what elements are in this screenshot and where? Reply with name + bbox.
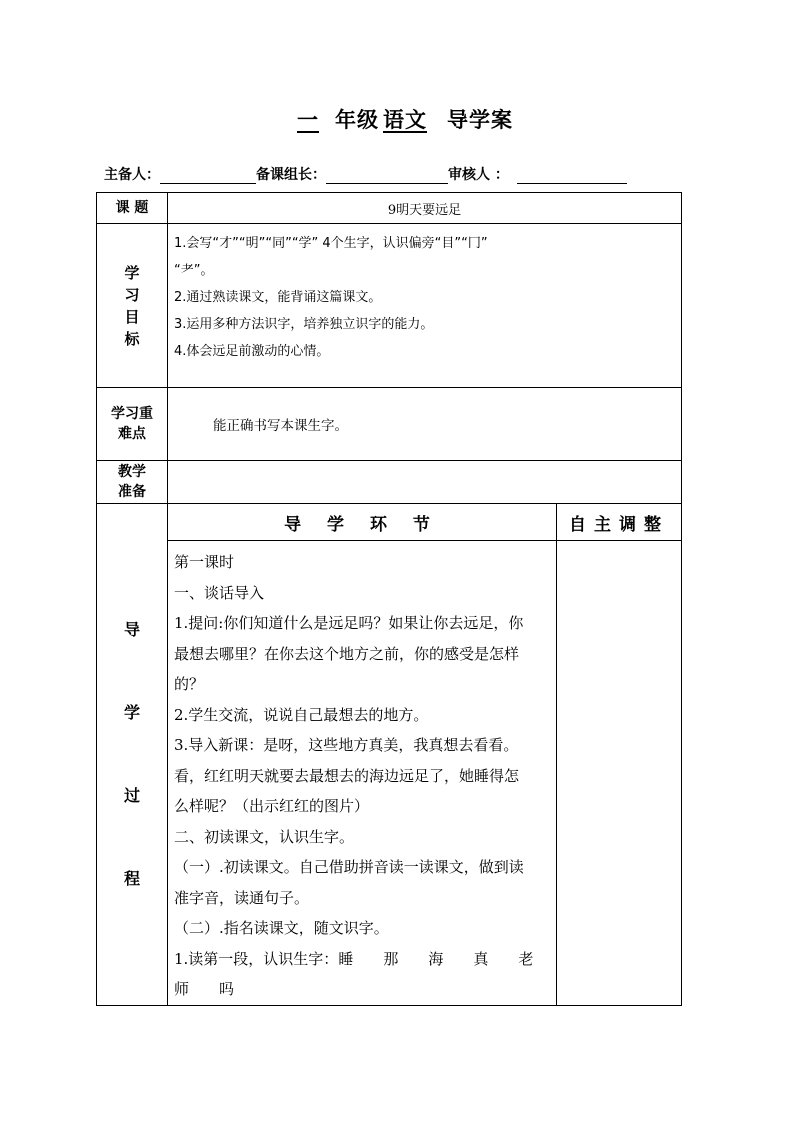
process-line: 1.读第一段，认识生字：睡 那 海 真 老 bbox=[174, 949, 534, 968]
preparer-label: 主备人： bbox=[104, 167, 160, 183]
process-line: （一）.初读课文。自己借助拼音读一读课文，做到读 bbox=[174, 858, 524, 876]
goal-item: 1.会写“才”“明”“同”“学” 4个生字，认识偏旁“目”“冂” bbox=[174, 236, 488, 251]
reviewer-label: 审核人 ： bbox=[448, 167, 509, 183]
meta-line bbox=[104, 164, 627, 184]
topic-label: 课 题 bbox=[97, 193, 168, 224]
subject-value: 语文 bbox=[383, 107, 427, 132]
goal-item: 2.通过熟读课文，能背诵这篇课文。 bbox=[174, 290, 382, 305]
doc-type: 导学案 bbox=[447, 107, 513, 132]
page-title bbox=[0, 104, 794, 134]
lesson-table bbox=[96, 192, 682, 1006]
process-line: （二）.指名读课文，随文识字。 bbox=[174, 919, 389, 937]
grade-value: 一 bbox=[297, 107, 319, 132]
key-points-value: 能正确书写本课生字。 bbox=[168, 388, 682, 461]
process-line: 师 吗 bbox=[174, 980, 235, 998]
process-line: 1.提问:你们知道什么是远足吗？如果让你去远足，你 bbox=[174, 614, 524, 632]
process-line: 二、初读课文，认识生字。 bbox=[174, 827, 355, 846]
goal-item: 4.体会远足前激动的心情。 bbox=[174, 344, 330, 359]
group-leader-field[interactable] bbox=[326, 167, 448, 184]
process-label: 导 学 过 程 bbox=[97, 504, 168, 1006]
process-content bbox=[168, 541, 557, 1006]
topic-value: 9明天要远足 bbox=[168, 193, 682, 224]
adjust-content[interactable] bbox=[557, 541, 682, 1006]
goals-content bbox=[168, 224, 682, 388]
process-line: 一、谈话导入 bbox=[174, 583, 265, 602]
process-line: 第一课时 bbox=[174, 553, 235, 571]
goals-label: 学 习 目 标 bbox=[97, 224, 168, 388]
process-line: 的？ bbox=[174, 675, 205, 693]
process-line: 3.导入新课：是呀，这些地方真美，我真想去看看。 bbox=[174, 736, 519, 754]
process-line: 最想去哪里？在你去这个地方之前，你的感受是怎样 bbox=[174, 644, 520, 663]
reviewer-field[interactable] bbox=[517, 167, 627, 184]
goal-item: 3.运用多种方法识字，培养独立识字的能力。 bbox=[174, 317, 434, 332]
process-line: 看，红红明天就要去最想去的海边远足了，她睡得怎 bbox=[174, 766, 520, 785]
preparer-field[interactable] bbox=[160, 167, 256, 184]
prep-label: 教学 准备 bbox=[97, 461, 168, 504]
adjust-header: 自主调整 bbox=[557, 504, 682, 541]
key-points-label: 学习重 难点 bbox=[97, 388, 168, 461]
process-header: 导 学 环 节 bbox=[168, 504, 557, 541]
group-leader-label: 备课组长： bbox=[256, 167, 326, 183]
process-line: 么样呢？（出示红红的图片） bbox=[174, 797, 370, 815]
grade-label: 年级 bbox=[335, 107, 379, 132]
process-line: 准字音，读通句子。 bbox=[174, 888, 310, 907]
prep-value[interactable] bbox=[168, 461, 682, 504]
process-line: 2.学生交流，说说自己最想去的地方。 bbox=[174, 705, 429, 724]
goal-item: “⺹”。 bbox=[174, 263, 214, 278]
